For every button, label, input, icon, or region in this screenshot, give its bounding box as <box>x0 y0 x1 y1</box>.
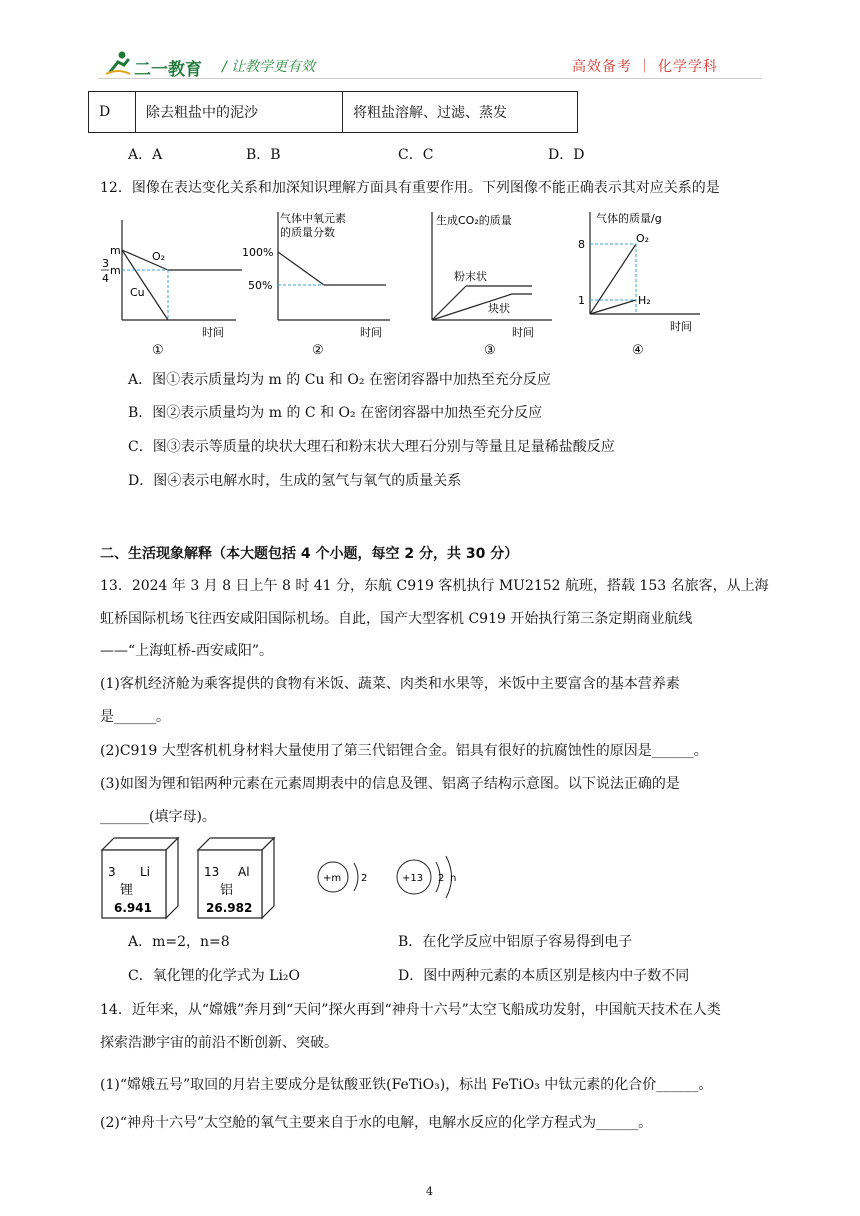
g3-powder-label: 粉末状 <box>454 270 487 283</box>
q14-line-2: 探索浩渺宇宙的前沿不断创新、突破。 <box>100 1035 338 1051</box>
q13-option-a: A．m=2，n=8 <box>128 934 230 950</box>
q12-stem: 12．图像在表达变化关系和加深知识理解方面具有重要作用。下列图像不能正确表示其对应关系的是 <box>100 180 720 196</box>
graph-1 <box>96 212 256 362</box>
al-shell-1-electrons: 2 <box>438 873 445 884</box>
g2-y100: 100% <box>242 246 274 259</box>
ion-structure-li <box>316 852 376 902</box>
q13-part-1b: 是______。 <box>100 709 170 725</box>
logo-icon <box>104 50 132 80</box>
li-symbol: Li <box>140 865 151 879</box>
g2-y50: 50% <box>248 279 273 292</box>
q12-option-a: A．图①表示质量均为 m 的 Cu 和 O₂ 在密闭容器中加热至充分反应 <box>128 372 551 388</box>
li-atomic-number: 3 <box>108 865 116 879</box>
li-mass: 6.941 <box>114 901 152 915</box>
graph-2 <box>240 206 400 362</box>
g4-y8: 8 <box>578 238 585 251</box>
g3-ylabel: 生成CO₂的质量 <box>436 214 512 227</box>
header-subject: 高效备考 ｜ 化学学科 <box>572 59 718 75</box>
ion-structure-al <box>394 848 474 906</box>
table-cell-method: 将粗盐溶解、过滤、蒸发 <box>343 92 578 133</box>
q13-part-3a: (3)如图为锂和铝两种元素在元素周期表中的信息及锂、铝离子结构示意图。以下说法正确的是 <box>100 776 680 792</box>
g4-ylabel: 气体的质量/g <box>596 212 662 225</box>
g3-block-label: 块状 <box>488 302 510 315</box>
q12-option-c: C．图③表示等质量的块状大理石和粉末状大理石分别与等量且足量稀盐酸反应 <box>128 439 615 455</box>
q11-option-a: A．A <box>128 147 163 163</box>
li-nucleus-charge: +m <box>323 873 342 884</box>
q13-part-1a: (1)客机经济舱为乘客提供的食物有米饭、蔬菜、肉类和水果等，米饭中主要富含的基本营养素 <box>100 676 680 692</box>
al-symbol: Al <box>238 865 250 879</box>
q14-part-2: (2)“神舟十六号”太空舱的氧气主要来自于水的电解，电解水反应的化学方程式为______。 <box>100 1115 653 1131</box>
g4-h2-label: H₂ <box>638 294 651 307</box>
q11-option-b: B．B <box>246 147 281 163</box>
g3-caption: ③ <box>484 343 496 358</box>
g2-ylabel-1: 气体中氧元素 <box>280 212 346 225</box>
g2-xlabel: 时间 <box>360 326 382 339</box>
q14-line-1: 14．近年来，从“嫦娥”奔月到“天问”探火再到“神舟十六号”太空飞船成功发射，中国航天技术在人类 <box>100 1002 721 1018</box>
g1-o2-label: O₂ <box>152 250 166 263</box>
q13-line-2: 虹桥国际机场飞往西安咸阳国际机场。自此，国产大型客机 C919 开始执行第三条定期商业航线 <box>100 611 693 627</box>
q13-option-d: D．图中两种元素的本质区别是核内中子数不同 <box>398 968 690 984</box>
al-nucleus-charge: +13 <box>402 873 424 884</box>
header-slogan: / 让教学更有效 <box>222 59 316 75</box>
g1-cu-label: Cu <box>130 286 145 299</box>
al-name: 铝 <box>220 883 234 898</box>
q12-option-d: D．图④表示电解水时，生成的氢气与氧气的质量关系 <box>128 473 462 489</box>
q11-option-d: D．D <box>548 147 585 163</box>
q13-line-1: 13．2024 年 3 月 8 日上午 8 时 41 分，东航 C919 客机执行 MU2152 航班，搭载 153 名旅客，从上海 <box>100 578 769 594</box>
table-cell-purpose: 除去粗盐中的泥沙 <box>136 92 343 133</box>
g1-frac-num: 3 <box>102 257 109 270</box>
g4-caption: ④ <box>632 343 644 358</box>
options-table-row <box>88 91 578 133</box>
graph-3 <box>412 206 572 362</box>
logo-text: 二一教育 <box>134 60 202 80</box>
li-name: 锂 <box>120 883 134 898</box>
table-cell-label: D <box>89 92 136 133</box>
al-mass: 26.982 <box>206 901 253 915</box>
q11-option-c: C．C <box>398 147 434 163</box>
g4-xlabel: 时间 <box>670 320 692 333</box>
g1-xlabel: 时间 <box>202 326 224 339</box>
g1-m2-label: m <box>110 264 121 277</box>
element-tile-li <box>100 836 180 920</box>
al-atomic-number: 13 <box>204 865 220 879</box>
q13-option-c: C．氧化锂的化学式为 Li₂O <box>128 968 301 984</box>
g1-caption: ① <box>152 343 164 358</box>
graph-4 <box>570 206 720 362</box>
q14-part-1: (1)“嫦娥五号”取回的月岩主要成分是钛酸亚铁(FeTiO₃)，标出 FeTiO₃ 中钛元素的化合价______。 <box>100 1077 713 1093</box>
g1-m-label: m <box>110 244 121 257</box>
q12-option-b: B．图②表示质量均为 m 的 C 和 O₂ 在密闭容器中加热至充分反应 <box>128 405 543 421</box>
g3-xlabel: 时间 <box>512 326 534 339</box>
section-2-title: 二、生活现象解释（本大题包括 4 个小题，每空 2 分，共 30 分） <box>100 546 519 562</box>
q13-option-b: B．在化学反应中铝原子容易得到电子 <box>398 934 633 950</box>
q13-part-2: (2)C919 大型客机机身材料大量使用了第三代铝锂合金。铝具有很好的抗腐蚀性的原因是______。 <box>100 743 708 759</box>
li-shell-electrons: 2 <box>361 873 368 884</box>
al-shell-2-electrons: n <box>450 873 457 884</box>
header-divider <box>98 78 762 79</box>
g4-o2-label: O₂ <box>636 232 650 245</box>
page-number: 4 <box>426 1185 433 1198</box>
g2-caption: ② <box>312 343 324 358</box>
q13-line-3: ——“上海虹桥-西安咸阳”。 <box>100 643 274 659</box>
element-tile-al <box>196 836 276 920</box>
g1-frac-den: 4 <box>102 272 109 285</box>
g4-y1: 1 <box>578 294 585 307</box>
g2-ylabel-2: 的质量分数 <box>280 226 335 239</box>
q13-part-3b: _______(填字母)。 <box>100 809 216 825</box>
